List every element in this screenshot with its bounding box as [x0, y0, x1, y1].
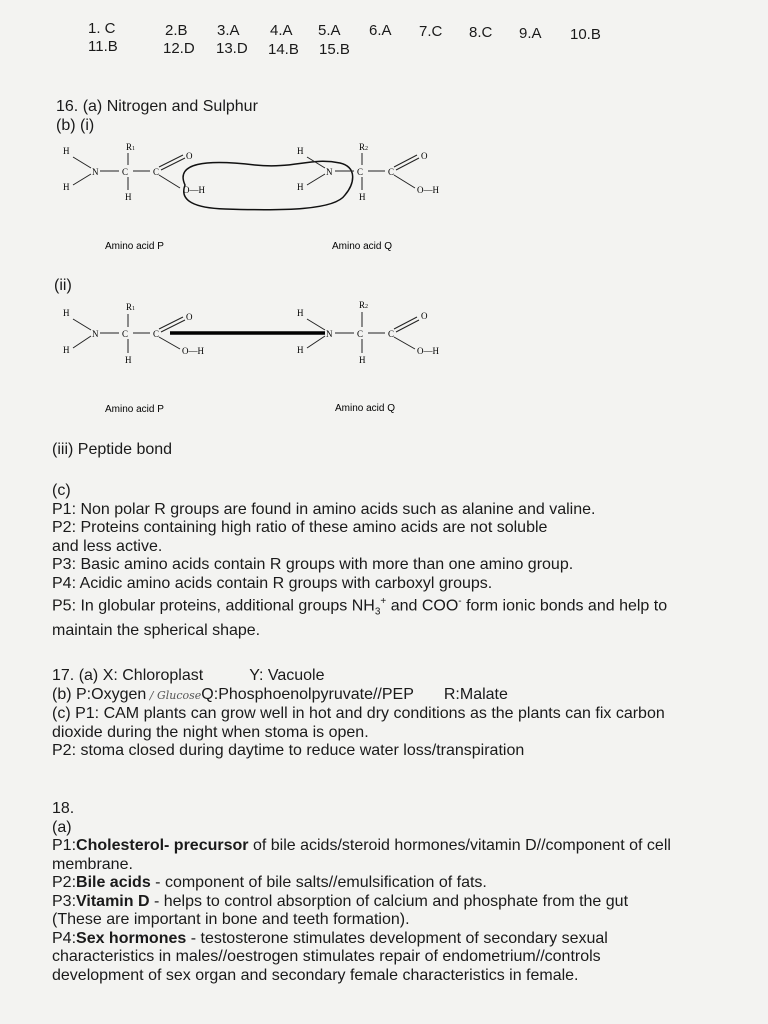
atom-h: H [297, 182, 304, 192]
atom-c: C [153, 167, 160, 177]
atom-r2: R2 [359, 300, 369, 310]
q16-c-point: P1: Non polar R groups are found in amino acids such as alanine and valine. [52, 500, 596, 518]
q17-block [52, 667, 762, 761]
q18-p4: P4:Sex hormones - testosterone stimulates development of secondary sexual [52, 929, 608, 947]
atom-c: C [122, 329, 129, 339]
q18-p4-cont: development of sex organ and secondary female characteristics in female. [52, 966, 579, 984]
atom-h: H [63, 345, 70, 355]
label-amino-acid-q: Amino acid Q [332, 241, 393, 252]
atom-c: C [122, 167, 129, 177]
q16-c-label: (c) [52, 482, 71, 499]
atom-o: O [421, 311, 428, 321]
q16-iii: (iii) Peptide bond [52, 441, 173, 458]
atom-oh: O—H [417, 346, 439, 356]
q16-c-point: P2: Proteins containing high ratio of these amino acids are not soluble [52, 519, 548, 536]
q18-p1: P1:Cholesterol- precursor of bile acids/steroid hormones/vitamin D//component of cell [52, 837, 671, 854]
q17-c-line: P2: stoma closed during daytime to reduce water loss/transpiration [52, 742, 525, 759]
atom-n: N [92, 167, 99, 177]
q18-a: (a) [52, 818, 72, 836]
mcq-answer: 9.A [519, 25, 542, 42]
mcq-answer: 15.B [319, 41, 350, 58]
mcq-answer: 12.D [163, 40, 195, 57]
mcq-answer: 13.D [216, 40, 248, 57]
atom-oh: O—H [417, 185, 439, 195]
q16-c-block [52, 482, 752, 641]
atom-o: O [186, 151, 193, 161]
atom-n: N [92, 329, 99, 339]
mcq-answer: 1. C [88, 20, 116, 37]
atom-n: N [326, 329, 333, 339]
atom-r1: R1 [126, 302, 136, 312]
atom-o: O [186, 312, 193, 322]
q18-p2: P2:Bile acids - component of bile salts//emulsification of fats. [52, 874, 487, 891]
mcq-answer: 3.A [217, 22, 240, 39]
q17-b: (b) P:Oxygen / GlucoseQ:Phosphoenolpyruvate//PEP R:Malate [52, 685, 508, 703]
atom-oh: O—H [182, 346, 204, 356]
atom-r1: R1 [126, 142, 136, 152]
atom-h: H [125, 192, 132, 202]
q16-c-point: P3: Basic amino acids contain R groups with more than one amino group. [52, 556, 574, 573]
q16-c-point-p5: P5: In globular proteins, additional groups $NH_3^+$ and COO- form ionic bonds and help to [52, 596, 668, 618]
q16-c-point: P4: Acidic amino acids contain R groups with carboxyl groups. [52, 574, 493, 592]
atom-h: H [125, 355, 132, 365]
q18-block [52, 800, 764, 985]
label-amino-acid-q: Amino acid Q [335, 403, 396, 414]
handwritten-glucose: Glucose [156, 688, 202, 702]
atom-c: C [153, 329, 160, 339]
q16-c-point: and less active. [52, 537, 163, 555]
atom-h: H [297, 308, 304, 318]
mcq-answer: 4.A [270, 22, 293, 39]
mcq-answer: 14.B [268, 41, 299, 58]
atom-h: H [359, 192, 366, 202]
amino-acid-q-structure [297, 142, 439, 202]
q16-a: 16. (a) Nitrogen and Sulphur [56, 98, 258, 115]
amino-acids-diagram-i [55, 135, 475, 255]
q17-c-line: (c) P1: CAM plants can grow well in hot and dry conditions as the plants can fix carbon [52, 705, 665, 722]
mcq-answer: 6.A [369, 22, 392, 39]
atom-oh: O—H [183, 185, 205, 195]
q17-a: 17. (a) X: Chloroplast Y: Vacuole [52, 667, 325, 684]
q16-b-i: (b) (i) [56, 117, 95, 134]
atom-c: C [357, 167, 364, 177]
label-amino-acid-p: Amino acid P [105, 241, 164, 252]
atom-n: N [326, 167, 333, 177]
q16-ii: (ii) [54, 277, 72, 294]
q18-p1-cont: membrane. [52, 855, 133, 873]
q18-p4-cont: characteristics in males//oestrogen stimulates repair of endometrium//controls [52, 948, 601, 965]
atom-h: H [63, 308, 70, 318]
mcq-answer: 11.B [88, 38, 118, 55]
q18-p3: P3:Vitamin D - helps to control absorption of calcium and phosphate from the gut [52, 892, 629, 910]
mcq-answer: 5.A [318, 22, 341, 39]
atom-c: C [388, 167, 395, 177]
q17-c-line: dioxide during the night when stoma is open. [52, 723, 369, 741]
label-amino-acid-p: Amino acid P [105, 404, 164, 415]
atom-h: H [297, 146, 304, 156]
atom-h: H [63, 146, 70, 156]
mcq-answer: 10.B [570, 26, 601, 43]
mcq-answer: 7.C [419, 23, 443, 40]
mcq-answer: 2.B [165, 22, 188, 39]
atom-h: H [359, 355, 366, 365]
atom-r2: R2 [359, 142, 369, 152]
q18-p3-cont: (These are important in bone and teeth formation). [52, 911, 410, 928]
atom-c: C [388, 329, 395, 339]
atom-c: C [357, 329, 364, 339]
amino-acids-diagram-ii [55, 297, 475, 419]
atom-o: O [421, 151, 428, 161]
q18-number: 18. [52, 800, 75, 817]
q16-c-point-p5-cont: maintain the spherical shape. [52, 622, 261, 640]
atom-h: H [297, 345, 304, 355]
mcq-answer: 8.C [469, 24, 493, 41]
atom-h: H [63, 182, 70, 192]
